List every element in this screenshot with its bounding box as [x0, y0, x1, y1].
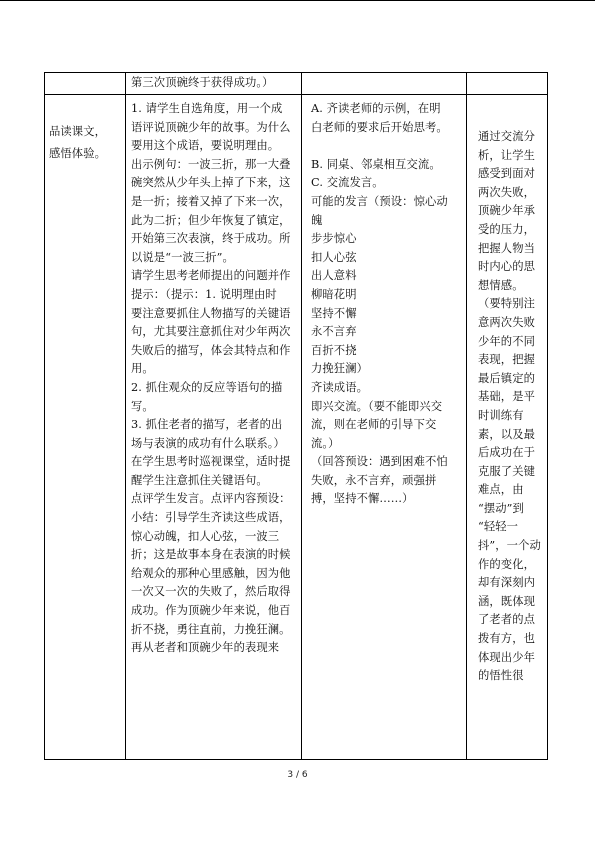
design-intent-line: 作的变化， — [478, 557, 535, 571]
design-intent-line: 析，让学生 — [478, 148, 535, 162]
teacher-activity-line: 1. 请学生自选角度，用一个成 — [131, 102, 283, 115]
student-activity-line: 齐读成语。 — [311, 380, 368, 394]
teacher-activity-line: 惊心动魄，扣人心弦，一波三 — [131, 529, 280, 543]
teacher-activity-line: 提示：（提示：1. 说明理由时 — [131, 287, 277, 301]
design-intent-line: “轻轻一 — [478, 520, 519, 534]
design-intent-line: 两次失败， — [478, 185, 535, 199]
student-activity-block-a — [311, 100, 466, 137]
student-activity-line: 柳暗花明 — [311, 287, 357, 301]
student-activity-line: 即兴交流。（要不能即兴交 — [311, 399, 443, 413]
design-intent-line: 通过交流分 — [478, 130, 535, 143]
teacher-activity-line: 给观众的那种心里感触，因为他 — [131, 566, 291, 580]
teacher-activity-line: 开始第三次表演，终于成功。所 — [131, 232, 291, 246]
section-label-line: 感悟体验。 — [49, 147, 106, 160]
design-intent-line: 克服了关键 — [478, 464, 535, 478]
student-activity-line: 坚持不懈 — [311, 306, 357, 320]
teacher-activity-line: 要注意要抓住人物描写的关键语 — [131, 306, 291, 320]
teacher-activity-line: 折不挠，勇往直前，力挽狂澜。 — [131, 622, 291, 636]
teacher-activity-line: 句，尤其要注意抓住对少年两次 — [131, 325, 291, 339]
design-intent-cell — [470, 128, 546, 686]
teacher-activity-line: 小结：引导学生齐读这些成语， — [131, 511, 291, 525]
design-intent-line: 涵，既体现 — [478, 594, 535, 608]
design-intent-line: 时训练有 — [478, 408, 524, 422]
student-activity-line: 力挽狂澜） — [311, 362, 368, 376]
teacher-activity-line: 碗突然从少年头上掉了下来，这 — [131, 176, 291, 190]
student-activity-line: 永不言弃 — [311, 325, 357, 339]
teacher-activity-line: 语评说顶碗少年的故事。为什么 — [131, 120, 291, 134]
teacher-activity-line: 用。 — [131, 362, 154, 376]
design-intent-line: 把握人物当 — [478, 241, 535, 255]
teacher-activity-line: 3. 抓住老者的描写，老者的出 — [131, 418, 283, 432]
teacher-activity-line: 成功。作为顶碗少年来说，他百 — [131, 604, 291, 618]
teacher-activity-line: 折；这是故事本身在表演的时候 — [131, 548, 291, 562]
design-intent-line: 拨有方，也 — [478, 632, 535, 646]
design-intent-line: 了老者的点 — [478, 613, 535, 627]
student-activity-cell — [306, 100, 466, 509]
page-number: 3 / 6 — [287, 770, 308, 780]
student-activity-line: A. 齐读老师的示例，在明 — [311, 102, 441, 115]
design-intent-line: 基础，是平 — [478, 390, 535, 404]
design-intent-line: 难点，由 — [478, 483, 524, 497]
student-activity-line: 步步惊心 — [311, 232, 357, 246]
teacher-activity-line: 要用这个成语，要说明理由。 — [131, 139, 280, 153]
student-activity-block-b — [311, 156, 466, 509]
design-intent-line: 时内心的思 — [478, 260, 535, 274]
design-intent-line: 想情感。 — [478, 278, 524, 292]
design-intent-line: 却有深刻内 — [478, 576, 535, 590]
teacher-activity-line: 写。 — [131, 399, 154, 413]
lesson-plan-table — [44, 72, 548, 760]
teacher-activity-line: 请学生思考老师提出的问题并作 — [131, 269, 291, 283]
design-intent-line: 素，以及最 — [478, 427, 535, 441]
design-intent-line: 受的压力， — [478, 222, 535, 236]
student-activity-line: （回答预设：遇到困难不怕 — [311, 455, 448, 469]
column-divider — [301, 73, 302, 759]
teacher-activity-line: 场与表演的成功有什么联系。） — [131, 436, 285, 450]
student-activity-line: 出人意料 — [311, 269, 357, 283]
section-label-line: 品读课文， — [49, 125, 106, 138]
design-intent-line: “摆动”到 — [478, 501, 524, 515]
student-activity-line: C. 交流发言。 — [311, 176, 384, 190]
design-intent-line: 意两次失败 — [478, 315, 535, 329]
design-intent-line: 的悟性很 — [478, 669, 524, 683]
teacher-activity-line: 此为二折；但少年恢复了镇定， — [131, 213, 291, 227]
carryover-cell — [128, 74, 298, 94]
student-activity-line: 百折不挠 — [311, 343, 357, 357]
teacher-activity-line: 点评学生发言。点评内容预设： — [131, 492, 291, 506]
teacher-activity-line: 在学生思考时巡视课堂，适时提 — [131, 455, 291, 469]
teacher-activity-line: 失败后的描写，体会其特点和作 — [131, 343, 291, 357]
teacher-activity-line: 2. 抓住观众的反应等语句的描 — [131, 380, 283, 394]
section-label-cell — [49, 121, 125, 165]
row-divider — [45, 94, 547, 95]
student-activity-line: 搏，坚持不懈……） — [311, 492, 414, 506]
design-intent-line: 少年的不同 — [478, 334, 535, 348]
teacher-activity-line: 出示例句：一波三折，那一大叠 — [131, 157, 291, 171]
design-intent-line: 抖”，一个动 — [478, 539, 541, 553]
design-intent-line: 体现出少年 — [478, 650, 535, 664]
design-intent-line: 表现，把握 — [478, 353, 535, 367]
teacher-activity-line: 再从老者和顶碗少年的表现来 — [131, 641, 280, 655]
teacher-activity-cell — [128, 100, 301, 658]
teacher-activity-line: 是一折；接着又掉了下来一次， — [131, 194, 291, 208]
teacher-activity-line: 醒学生注意抓住关键语句。 — [131, 473, 268, 487]
student-activity-line: 扣人心弦 — [311, 250, 357, 264]
student-activity-line: 失败，永不言弃，顽强拼 — [311, 473, 437, 487]
student-activity-line: 流。） — [311, 436, 340, 450]
student-activity-line: 可能的发言（预设：惊心动 — [311, 194, 448, 208]
header-rule — [0, 0, 595, 1]
design-intent-line: 顶碗少年承 — [478, 204, 535, 218]
column-divider — [125, 73, 126, 759]
carryover-text: 第三次顶碗终于获得成功。） — [131, 76, 274, 89]
design-intent-line: 后成功在于 — [478, 446, 535, 460]
column-divider — [466, 73, 467, 759]
design-intent-line: 感受到面对 — [478, 167, 535, 181]
design-intent-line: 最后镇定的 — [478, 371, 535, 385]
student-activity-line: B. 同桌、邻桌相互交流。 — [311, 157, 441, 171]
student-activity-line: 魄 — [311, 213, 323, 227]
design-intent-line: （要特别注 — [478, 297, 535, 311]
teacher-activity-line: 一次又一次的失败了，然后取得 — [131, 585, 291, 599]
student-activity-line: 流，则在老师的引导下交 — [311, 418, 437, 432]
block-gap — [311, 137, 466, 156]
teacher-activity-line: 以说是“一波三折”。 — [131, 250, 234, 264]
student-activity-line: 白老师的要求后开始思考。 — [311, 120, 448, 134]
